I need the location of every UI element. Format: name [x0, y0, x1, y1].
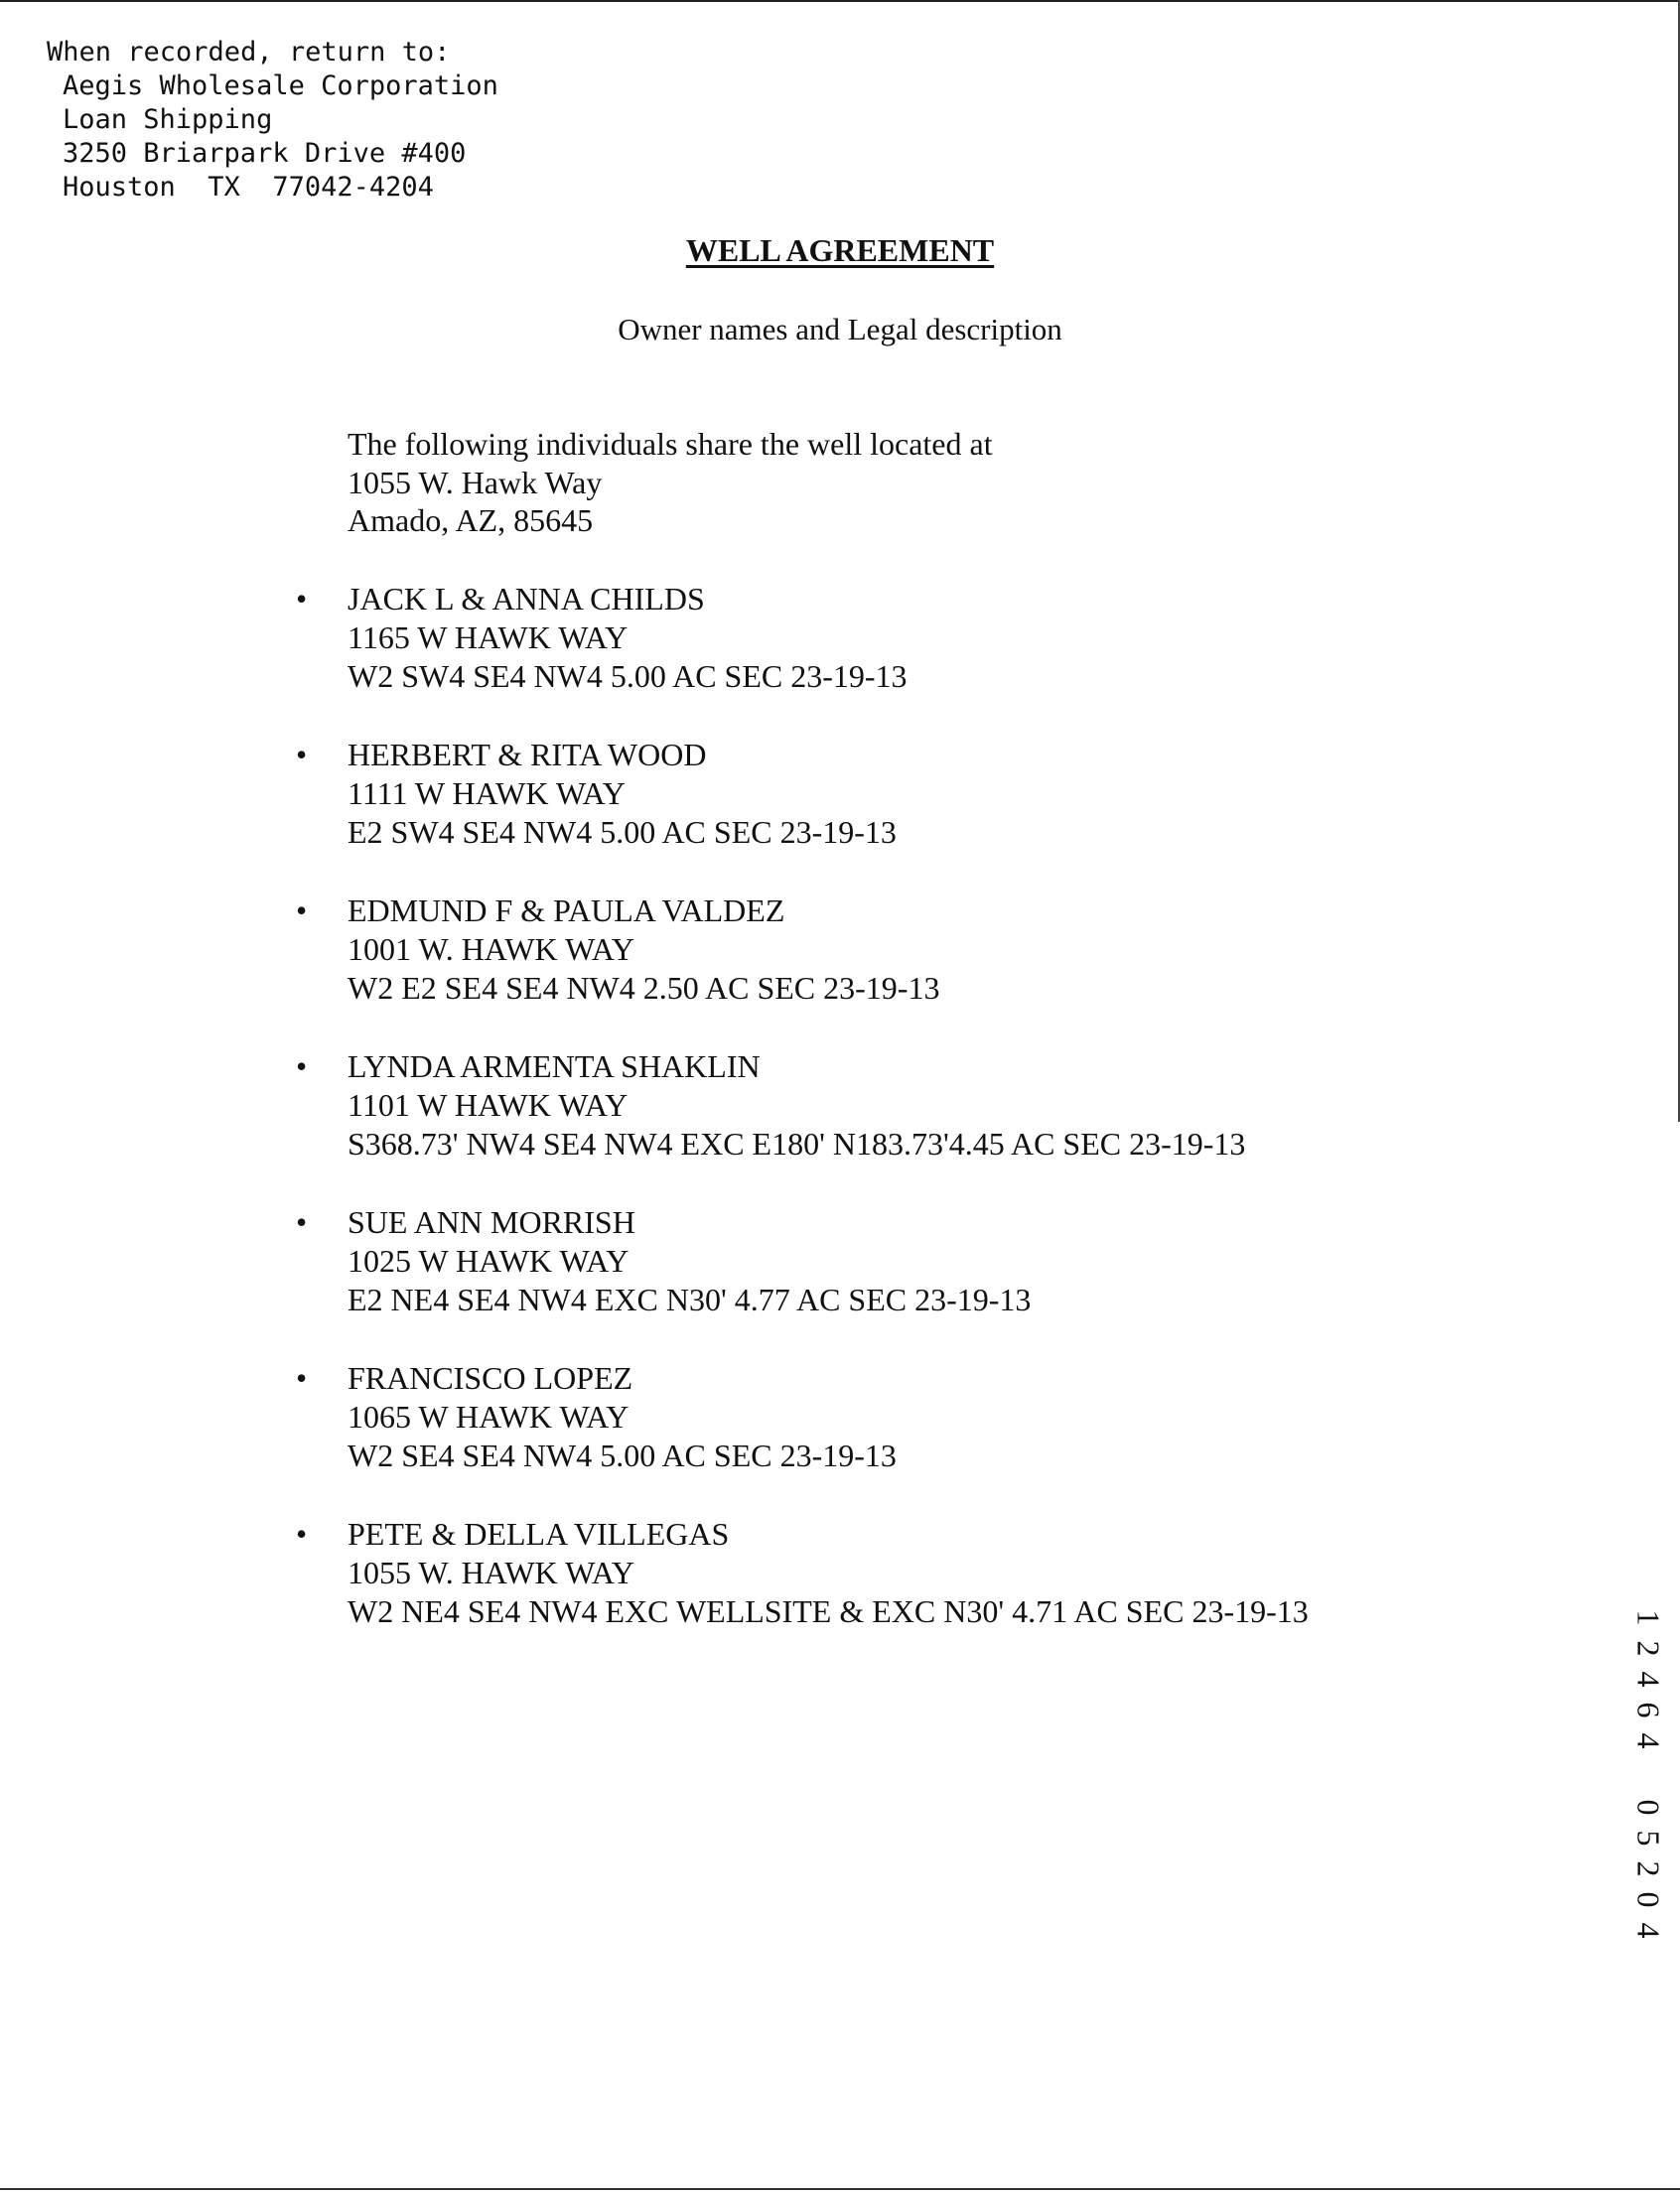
- recording-number-digit: 4: [1630, 1732, 1667, 1749]
- recording-number-stamp: [1628, 1602, 1668, 1946]
- intro-text: The following individuals share the well located at: [348, 426, 993, 462]
- return-address: [47, 69, 498, 205]
- owner-address: 1055 W. HAWK WAY: [348, 1555, 635, 1590]
- bullet-icon: •: [296, 1516, 308, 1552]
- well-street-address: 1055 W. Hawk Way: [348, 464, 603, 500]
- well-location-intro: [348, 425, 993, 540]
- recording-number-digit: 4: [1630, 1922, 1667, 1939]
- owner-entry: [0, 580, 1680, 736]
- return-address-line: Loan Shipping: [63, 104, 273, 135]
- owner-legal-description: W2 NE4 SE4 NW4 EXC WELLSITE & EXC N30' 4.71 AC SEC 23-19-13: [348, 1593, 1309, 1629]
- owner-entry: [0, 1359, 1680, 1515]
- recording-number-digit: 4: [1630, 1671, 1667, 1688]
- bullet-icon: •: [296, 1204, 308, 1240]
- owner-address: 1165 W HAWK WAY: [348, 619, 629, 655]
- return-address-block: [47, 36, 498, 205]
- owner-name: EDMUND F & PAULA VALDEZ: [348, 892, 785, 928]
- return-address-line: 3250 Briarpark Drive #400: [63, 138, 467, 169]
- return-heading: When recorded, return to:: [47, 37, 451, 68]
- return-address-line: Aegis Wholesale Corporation: [63, 70, 498, 101]
- owner-legal-description: W2 SE4 SE4 NW4 5.00 AC SEC 23-19-13: [348, 1438, 897, 1473]
- recording-number-digit: 0: [1630, 1799, 1667, 1816]
- owner-address: 1001 W. HAWK WAY: [348, 931, 635, 967]
- owner-entry: [0, 736, 1680, 891]
- owner-name: PETE & DELLA VILLEGAS: [348, 1516, 730, 1552]
- owner-address: 1025 W HAWK WAY: [348, 1243, 630, 1279]
- well-city-state-zip: Amado, AZ, 85645: [348, 502, 594, 538]
- owner-name: HERBERT & RITA WOOD: [348, 737, 707, 772]
- owner-legal-description: S368.73' NW4 SE4 NW4 EXC E180' N183.73'4.45 AC SEC 23-19-13: [348, 1126, 1246, 1162]
- owner-legal-description: E2 SW4 SE4 NW4 5.00 AC SEC 23-19-13: [348, 814, 897, 850]
- bullet-icon: •: [296, 1048, 308, 1084]
- owner-name: LYNDA ARMENTA SHAKLIN: [348, 1048, 761, 1084]
- owner-name: FRANCISCO LOPEZ: [348, 1360, 633, 1396]
- owner-legal-description: E2 NE4 SE4 NW4 EXC N30' 4.77 AC SEC 23-19-13: [348, 1282, 1032, 1317]
- owner-entry: [0, 891, 1680, 1047]
- recording-number-digit: 0: [1630, 1891, 1667, 1908]
- scan-edge-bottom: [0, 2188, 1680, 2190]
- owner-entry: [0, 1203, 1680, 1359]
- bullet-icon: •: [296, 581, 308, 617]
- owner-name: JACK L & ANNA CHILDS: [348, 581, 705, 617]
- recording-number-digit: 2: [1630, 1860, 1667, 1877]
- owner-legal-description: W2 E2 SE4 SE4 NW4 2.50 AC SEC 23-19-13: [348, 970, 940, 1006]
- owner-name: SUE ANN MORRISH: [348, 1204, 635, 1240]
- owner-entry: [0, 1047, 1680, 1203]
- recording-number-digit: 2: [1630, 1640, 1667, 1657]
- owner-address: 1065 W HAWK WAY: [348, 1399, 630, 1435]
- recording-number-part: [1628, 1792, 1668, 1946]
- recording-number-digit: 5: [1630, 1830, 1667, 1847]
- owner-legal-description: W2 SW4 SE4 NW4 5.00 AC SEC 23-19-13: [348, 658, 908, 694]
- scan-edge-top: [0, 0, 1680, 2]
- return-address-line: Houston TX 77042-4204: [63, 172, 434, 203]
- document-title: WELL AGREEMENT: [685, 232, 995, 268]
- owner-address: 1101 W HAWK WAY: [348, 1087, 629, 1123]
- owner-list: [0, 580, 1680, 1671]
- recording-number-part: [1628, 1602, 1668, 1756]
- document-subtitle: Owner names and Legal description: [618, 312, 1062, 346]
- bullet-icon: •: [296, 892, 308, 928]
- recording-number-digit: 1: [1630, 1609, 1667, 1626]
- owner-address: 1111 W HAWK WAY: [348, 775, 626, 811]
- bullet-icon: •: [296, 737, 308, 772]
- bullet-icon: •: [296, 1360, 308, 1396]
- owner-entry: [0, 1515, 1680, 1671]
- recording-number-digit: 6: [1630, 1702, 1667, 1718]
